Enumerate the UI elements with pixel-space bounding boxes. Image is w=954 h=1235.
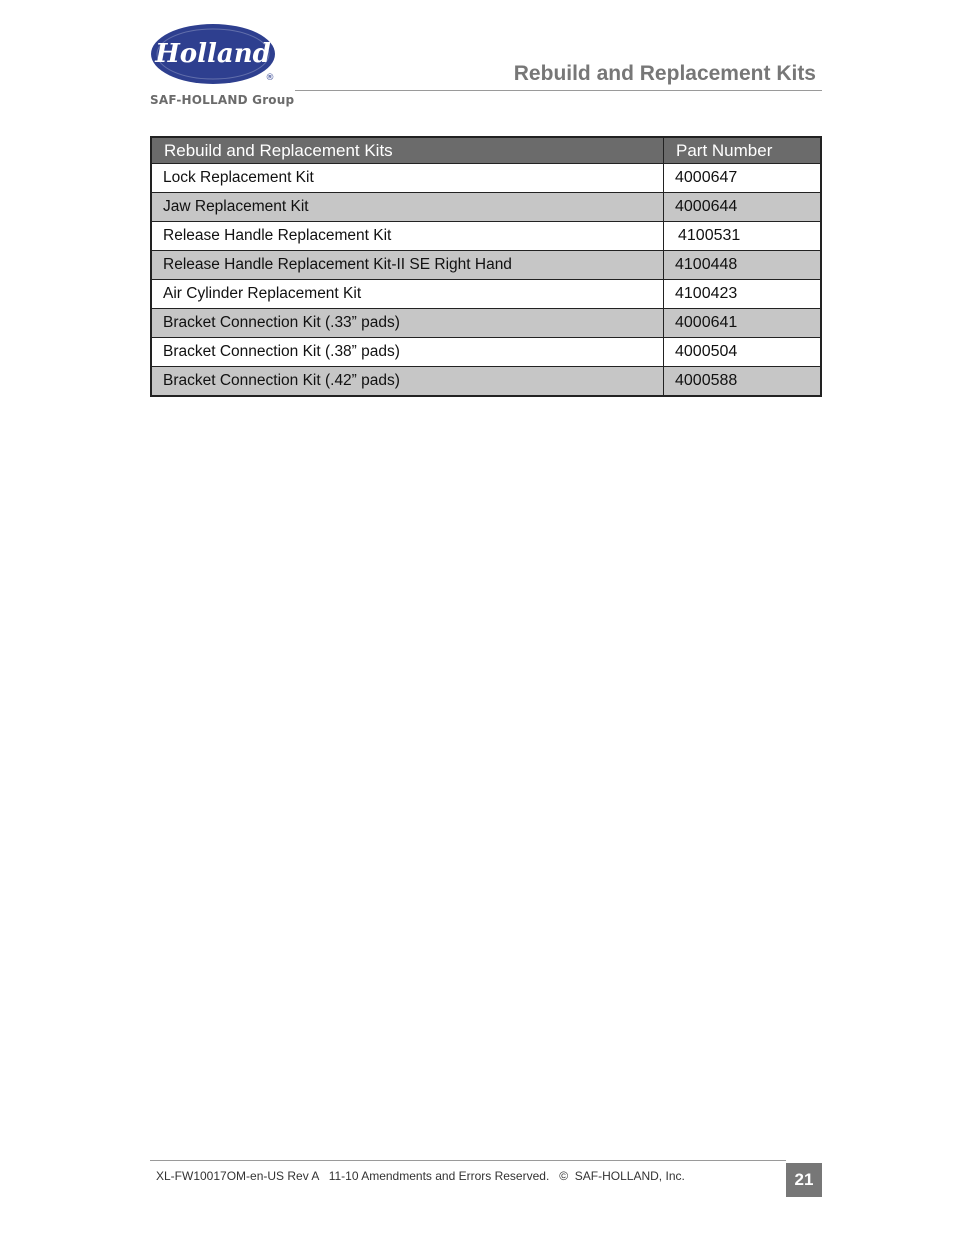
kit-name: Bracket Connection Kit (.33” pads) xyxy=(151,309,664,338)
svg-text:®: ® xyxy=(265,73,275,83)
table-row xyxy=(151,193,821,222)
footer-text: XL-FW10017OM-en-US Rev A 11-10 Amendments and Errors Reserved. © SAF-HOLLAND, Inc. xyxy=(156,1169,685,1183)
kit-name: Release Handle Replacement Kit-II SE Right Hand xyxy=(151,251,664,280)
table-row xyxy=(151,309,821,338)
kit-name: Jaw Replacement Kit xyxy=(151,193,664,222)
page-number: 21 xyxy=(786,1163,822,1197)
table-row xyxy=(151,164,821,193)
part-number: 4100531 xyxy=(664,222,822,251)
part-number: 4000504 xyxy=(664,338,822,367)
table-header-row xyxy=(151,137,821,164)
group-text: SAF-HOLLAND Group xyxy=(150,93,295,107)
part-number: 4000588 xyxy=(664,367,822,397)
table-row xyxy=(151,251,821,280)
part-number: 4100448 xyxy=(664,251,822,280)
table-row xyxy=(151,338,821,367)
kit-name: Release Handle Replacement Kit xyxy=(151,222,664,251)
part-number: 4000644 xyxy=(664,193,822,222)
footer-divider xyxy=(150,1160,786,1161)
part-number: 4000647 xyxy=(664,164,822,193)
kit-name: Lock Replacement Kit xyxy=(151,164,664,193)
column-header-part-number: Part Number xyxy=(664,137,822,164)
table-row xyxy=(151,280,821,309)
table-row xyxy=(151,222,821,251)
title-divider xyxy=(295,90,822,91)
part-number: 4000641 xyxy=(664,309,822,338)
page-title: Rebuild and Replacement Kits xyxy=(513,62,816,85)
kit-name: Air Cylinder Replacement Kit xyxy=(151,280,664,309)
logo-wordmark: Holland xyxy=(155,39,271,69)
column-header-kit: Rebuild and Replacement Kits xyxy=(151,137,664,164)
kit-name: Bracket Connection Kit (.38” pads) xyxy=(151,338,664,367)
part-number: 4100423 xyxy=(664,280,822,309)
table-row xyxy=(151,367,821,397)
kit-name: Bracket Connection Kit (.42” pads) xyxy=(151,367,664,397)
kits-table xyxy=(150,136,822,397)
